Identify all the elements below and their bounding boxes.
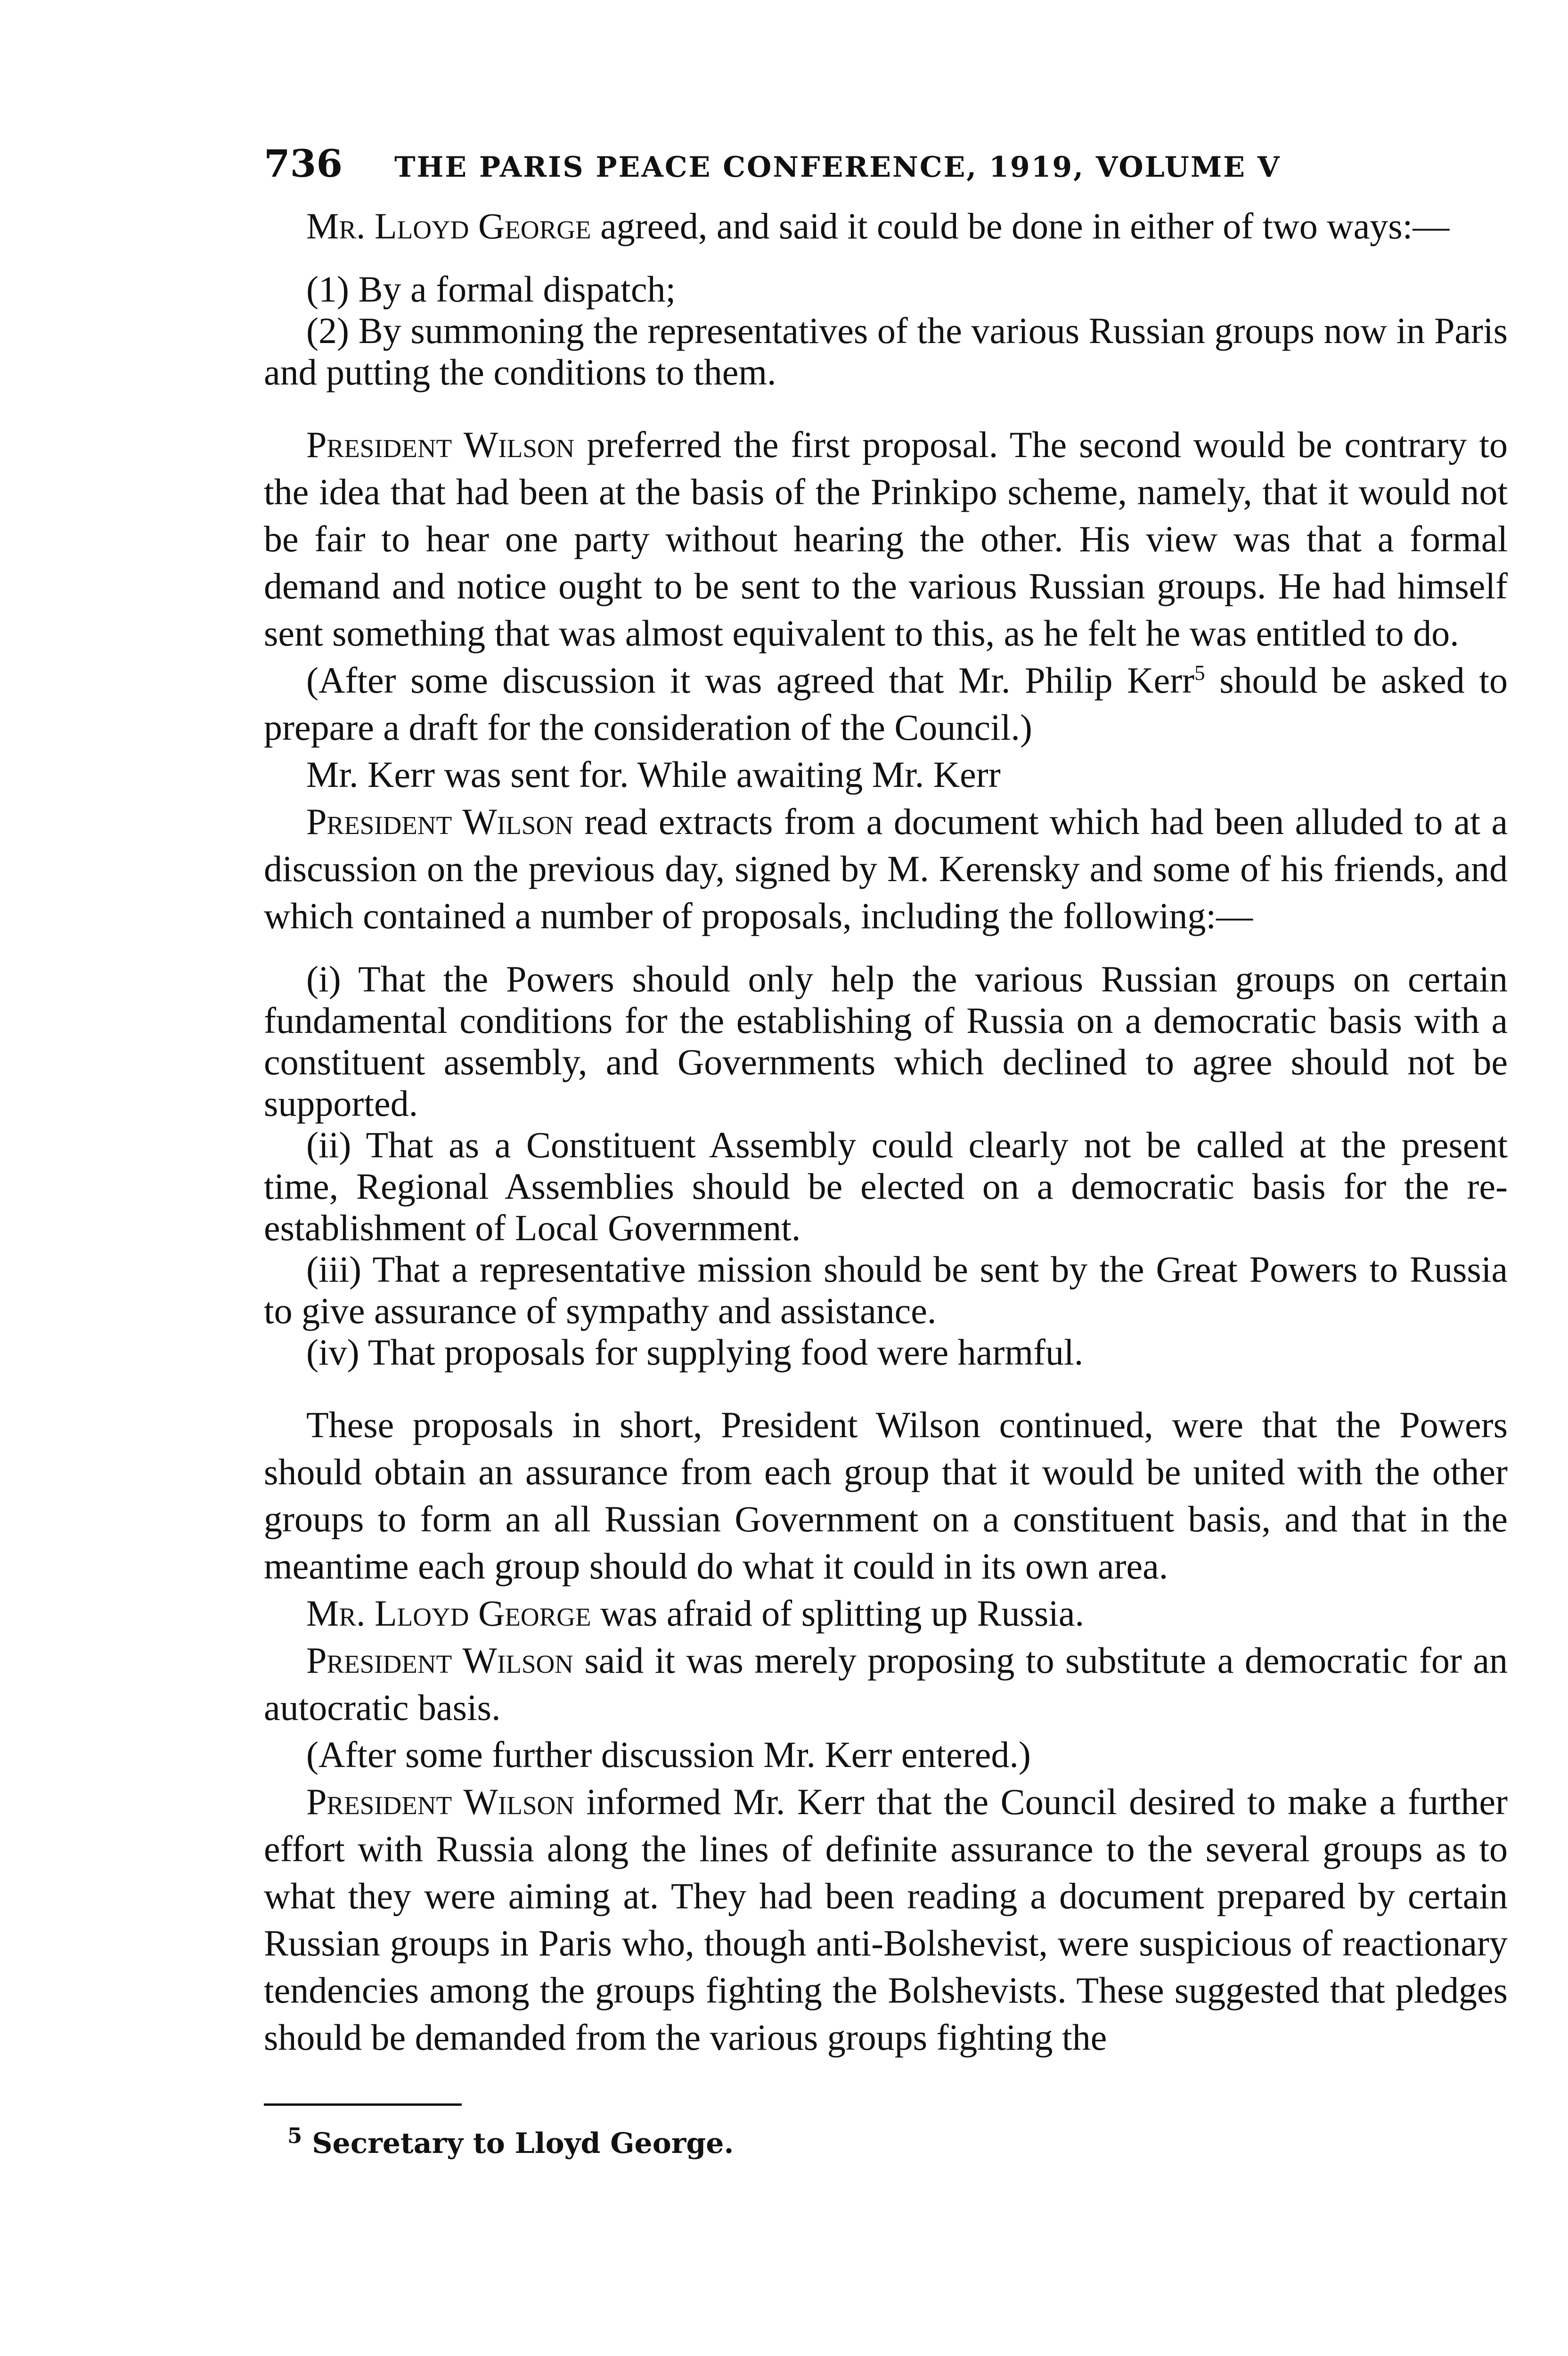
paragraph <box>264 1778 1508 2061</box>
paragraph-text: should be asked to prepare a draft for the consideration of the Council.) <box>264 660 1508 748</box>
list-item: (ii) That as a Constituent Assembly could clearly not be called at the present time, Regional Assemblies should be elected on a democratic basis for the re-establishment of Local Government. <box>264 1124 1508 1248</box>
list-item: (i) That the Powers should only help the various Russian groups on certain fundamental conditions for the establishing of Russia on a democratic basis with a constituent assembly, and Governments which declined to agree should not be supported. <box>264 958 1508 1124</box>
paragraph <box>264 657 1508 751</box>
list-item: (2) By summoning the representatives of the various Russian groups now in Paris and putting the conditions to them. <box>264 310 1508 393</box>
running-title: THE PARIS PEACE CONFERENCE, 1919, VOLUME V <box>394 151 1281 184</box>
list-item: (1) By a formal dispatch; <box>306 269 676 310</box>
paragraph <box>264 1590 1508 1637</box>
footnote-divider <box>264 2103 462 2106</box>
speaker-name: Mr. Lloyd George <box>306 1593 591 1634</box>
paragraph-text: preferred the first proposal. The second would be contrary to the idea that had been at the basis of the Prinkipo scheme, namely, that it would not be fair to hear one party without hearing the other. His view was that a formal demand and notice ought to be sent to the various Russian groups. He had himself sent something that was almost equivalent to this, as he felt he was entitled to do. <box>264 424 1508 654</box>
footnote-marker: 5 <box>287 2123 302 2148</box>
paragraph-text: was afraid of splitting up Russia. <box>591 1593 1084 1634</box>
page-header <box>264 141 1508 203</box>
paragraph-text: informed Mr. Kerr that the Council desired to make a further effort with Russia along the lines of definite assurance to the several groups as to what they were aiming at. They had been reading a document prepared by certain Russian groups in Paris who, though anti-Bolshevist, were suspicious of reactionary tendencies among the groups fighting the Bolshevists. These suggested that pledges should be demanded from the various groups fighting the <box>264 1781 1508 2058</box>
paragraph-text: said it was merely proposing to substitute a democratic for an autocratic basis. <box>264 1640 1508 1728</box>
speaker-name: President Wilson <box>306 424 575 465</box>
speaker-name: Mr. Lloyd George <box>306 205 591 246</box>
paragraph-text: (After some discussion it was agreed that Mr. Philip Kerr <box>306 660 1195 701</box>
paragraph <box>264 1637 1508 1731</box>
paragraph: (After some further discussion Mr. Kerr entered.) <box>306 1734 1031 1775</box>
speaker-name: President Wilson <box>306 1781 574 1822</box>
paragraph-text: read extracts from a document which had been alluded to at a discussion on the previous day, signed by M. Kerensky and some of his friends, and which contained a number of proposals, including the following:— <box>264 801 1508 936</box>
page-number: 736 <box>264 141 343 186</box>
paragraph <box>264 421 1508 657</box>
speaker-name: President Wilson <box>306 801 573 842</box>
paragraph-text: agreed, and said it could be done in either of two ways:— <box>591 205 1450 246</box>
list-item: (iii) That a representative mission should be sent by the Great Powers to Russia to give assurance of sympathy and assistance. <box>264 1249 1508 1331</box>
document-page <box>264 141 1508 2162</box>
speaker-name: President Wilson <box>306 1640 573 1681</box>
footnote-text: Secretary to Lloyd George. <box>302 2127 734 2160</box>
paragraph <box>264 203 1508 250</box>
paragraph <box>264 798 1508 940</box>
paragraph: Mr. Kerr was sent for. While awaiting Mr. Kerr <box>306 754 1001 795</box>
paragraph: These proposals in short, President Wilson continued, were that the Powers should obtain an assurance from each group that it would be united with the other groups to form an all Russian Government on a constituent basis, and that in the meantime each group should do what it could in its own area. <box>264 1404 1508 1587</box>
footnote-marker: 5 <box>1194 661 1205 685</box>
list-item: (iv) That proposals for supplying food were harmful. <box>306 1332 1084 1373</box>
footnote <box>264 2125 1508 2162</box>
